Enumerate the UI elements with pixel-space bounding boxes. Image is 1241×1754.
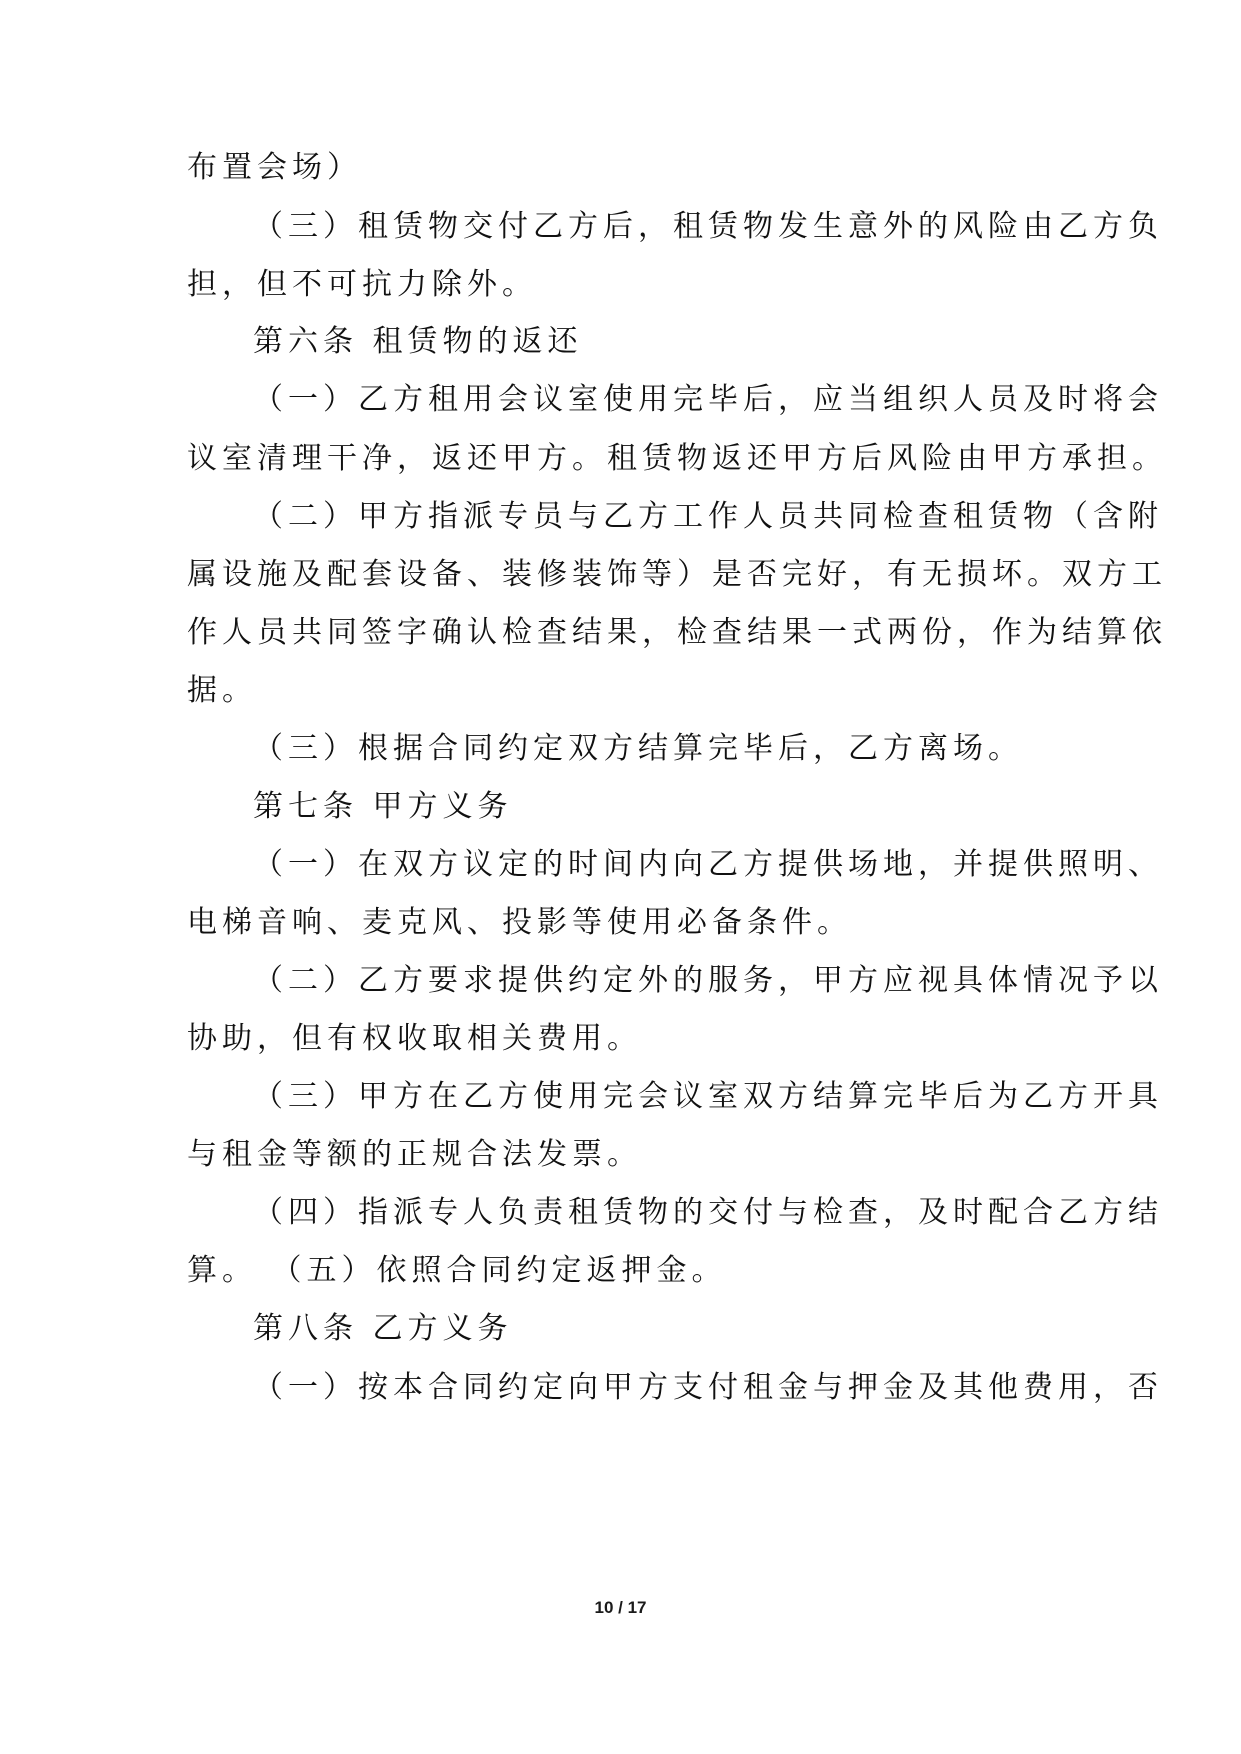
text-line: （三）租赁物交付乙方后，租赁物发生意外的风险由乙方负 bbox=[253, 209, 1163, 244]
text-line: （三）根据合同约定双方结算完毕后，乙方离场。 bbox=[253, 731, 1023, 766]
text-line: 属设施及配套设备、装修装饰等）是否完好，有无损坏。双方工 bbox=[187, 557, 1167, 592]
page-number: 10 / 17 bbox=[594, 1598, 647, 1617]
text-line: （一）按本合同约定向甲方支付租金与押金及其他费用，否 bbox=[253, 1370, 1163, 1405]
text-line: 布置会场） bbox=[187, 150, 362, 185]
text-line: （一）在双方议定的时间内向乙方提供场地，并提供照明、 bbox=[253, 847, 1163, 882]
text-line: 协助，但有权收取相关费用。 bbox=[187, 1021, 642, 1056]
section-heading: 第六条 租赁物的返还 bbox=[253, 324, 583, 359]
text-line: 与租金等额的正规合法发票。 bbox=[187, 1137, 642, 1172]
text-line: 据。 bbox=[187, 673, 257, 708]
text-line: （二）乙方要求提供约定外的服务，甲方应视具体情况予以 bbox=[253, 963, 1163, 998]
section-heading: 第八条 乙方义务 bbox=[253, 1311, 513, 1346]
text-line: 电梯音响、麦克风、投影等使用必备条件。 bbox=[187, 905, 852, 940]
text-line: 议室清理干净，返还甲方。租赁物返还甲方后风险由甲方承担。 bbox=[187, 441, 1167, 476]
text-line: 担，但不可抗力除外。 bbox=[187, 267, 537, 302]
text-line: 作人员共同签字确认检查结果，检查结果一式两份，作为结算依 bbox=[187, 615, 1167, 650]
text-line: （三）甲方在乙方使用完会议室双方结算完毕后为乙方开具 bbox=[253, 1079, 1163, 1114]
section-heading: 第七条 甲方义务 bbox=[253, 789, 513, 824]
text-line: （二）甲方指派专员与乙方工作人员共同检查租赁物（含附 bbox=[253, 499, 1163, 534]
text-line: （四）指派专人负责租赁物的交付与检查，及时配合乙方结 bbox=[253, 1195, 1163, 1230]
text-line: （一）乙方租用会议室使用完毕后，应当组织人员及时将会 bbox=[253, 382, 1163, 417]
text-line: 算。 （五）依照合同约定返押金。 bbox=[187, 1253, 727, 1288]
